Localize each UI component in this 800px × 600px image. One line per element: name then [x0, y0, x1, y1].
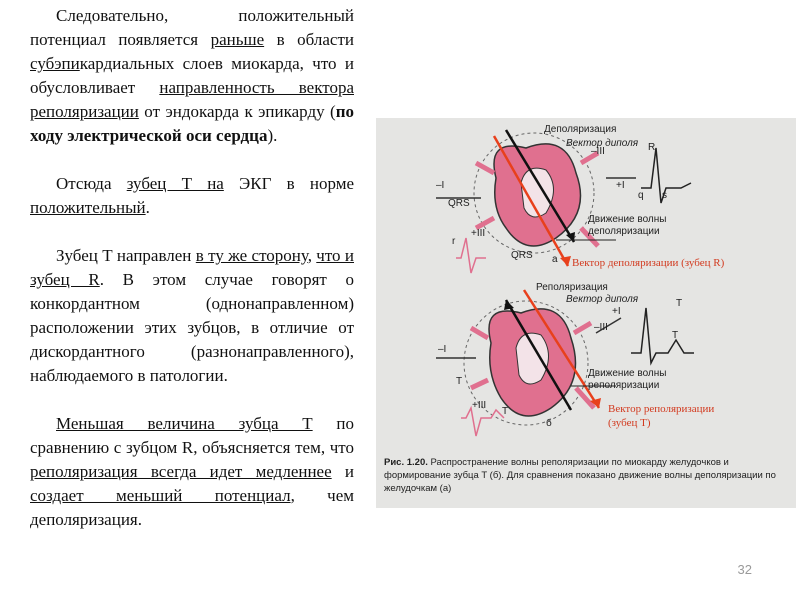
- text-run: Меньшая величина зубца Т: [56, 414, 313, 433]
- wave-s-top: s: [662, 190, 667, 201]
- figure-label-a: а: [552, 254, 558, 265]
- text-run: Зубец Т направлен: [56, 246, 196, 265]
- lead-i-neg-bottom: –I: [438, 344, 447, 355]
- lead-iii-pos-bottom: +III: [472, 400, 487, 411]
- caption-number: Рис. 1.20.: [384, 457, 428, 468]
- text-run: зубец Т на: [126, 174, 224, 193]
- repolarization-title: Реполяризация: [536, 282, 608, 293]
- wave-q-top: q: [638, 190, 644, 201]
- text-run: кардиальных слоев миокарда, что и обусловливает: [30, 54, 354, 97]
- text-run: ).: [267, 126, 278, 145]
- text-run: направленность вектора реполяризации: [30, 78, 354, 121]
- ecg-figure: [376, 118, 796, 508]
- text-column: [30, 4, 354, 556]
- wave-r-small-top: r: [452, 236, 456, 247]
- wave-t4-bottom: T: [676, 298, 683, 309]
- text-run: создает меньший потенциал: [30, 486, 291, 505]
- text-run: по ходу электрической оси сердца: [30, 102, 354, 145]
- text-run: что и зубец R: [30, 246, 354, 289]
- text-run: Отсюда: [56, 174, 127, 193]
- text-run: ,: [307, 246, 317, 265]
- move-wave-label-top-2: деполяризации: [588, 226, 660, 237]
- text-run: субэпи: [30, 54, 80, 73]
- text-run: положительный: [30, 198, 146, 217]
- lead-i-pos-bottom: +I: [612, 306, 621, 317]
- wave-qrs1-top: QRS: [448, 198, 470, 209]
- lead-iii-pos-top: +III: [471, 228, 486, 239]
- move-wave-label-bottom-2: реполяризации: [588, 380, 660, 391]
- page-number: 32: [737, 562, 752, 577]
- figure-caption: [384, 456, 784, 495]
- text-run: в области: [264, 30, 354, 49]
- heart-depolarization-diagram: [436, 133, 691, 273]
- paragraph-t-wave-smaller: [30, 412, 354, 532]
- figure-drawing: [376, 118, 796, 508]
- depolarization-title: Деполяризация: [544, 124, 617, 135]
- wave-t2-bottom: T: [502, 406, 509, 417]
- repolarization-vector-label-1: Вектор реполяризации: [608, 403, 715, 415]
- text-run: .: [145, 198, 150, 217]
- text-run: по сравнению с зубцом R, объясняется тем, что: [30, 414, 354, 457]
- depolarization-vector-label: Вектор деполяризации (зубец R): [572, 257, 725, 269]
- repolarization-vector-label-2: (зубец Т): [608, 417, 651, 429]
- move-wave-label-bottom-1: Движение волны: [588, 368, 667, 379]
- wave-t1-bottom: T: [456, 376, 463, 387]
- caption-text: Распространение волны реполяризации по миокарду желудочков и формирование зубца T (б). Для сравнения показано движение волны деполяризации по желудочкам (а): [384, 457, 776, 494]
- paragraph-repolarization-direction: [30, 4, 354, 148]
- text-run: и: [331, 462, 354, 481]
- lead-i-pos-top: +I: [616, 180, 625, 191]
- text-run: ЭКГ в норме: [223, 174, 355, 193]
- paragraph-concordant: [30, 244, 354, 388]
- text-run: от эндокарда к эпикарду (: [138, 102, 336, 121]
- move-wave-label-top-1: Движение волны: [588, 214, 667, 225]
- wave-r-top: R: [648, 142, 656, 153]
- lead-i-neg-top: –I: [436, 180, 445, 191]
- text-run: Следовательно, положительный потенциал появляется: [30, 6, 354, 49]
- paragraph-t-wave-positive: [30, 172, 354, 220]
- lead-iii-neg-bottom: –III: [594, 322, 608, 333]
- text-run: . В этом случае говорят о конкордантном (однонаправленном) расположении этих зубцов, в отличие от дискордантного (разнонаправленного), наблюдаемого в патологии.: [30, 270, 354, 385]
- text-run: , чем деполяризация.: [30, 486, 354, 529]
- wave-t3-bottom: T: [672, 330, 679, 341]
- lead-iii-neg-top: –III: [591, 146, 605, 157]
- text-run: раньше: [210, 30, 265, 49]
- wave-qrs2-top: QRS: [511, 250, 533, 261]
- text-run: реполяризация всегда идет медленнее: [30, 462, 332, 481]
- figure-label-b: б: [546, 418, 552, 429]
- dipole-label-bottom: Вектор диполя: [566, 294, 639, 305]
- text-run: в ту же сторону: [195, 246, 308, 265]
- dipole-label-top: Вектор диполя: [566, 138, 639, 149]
